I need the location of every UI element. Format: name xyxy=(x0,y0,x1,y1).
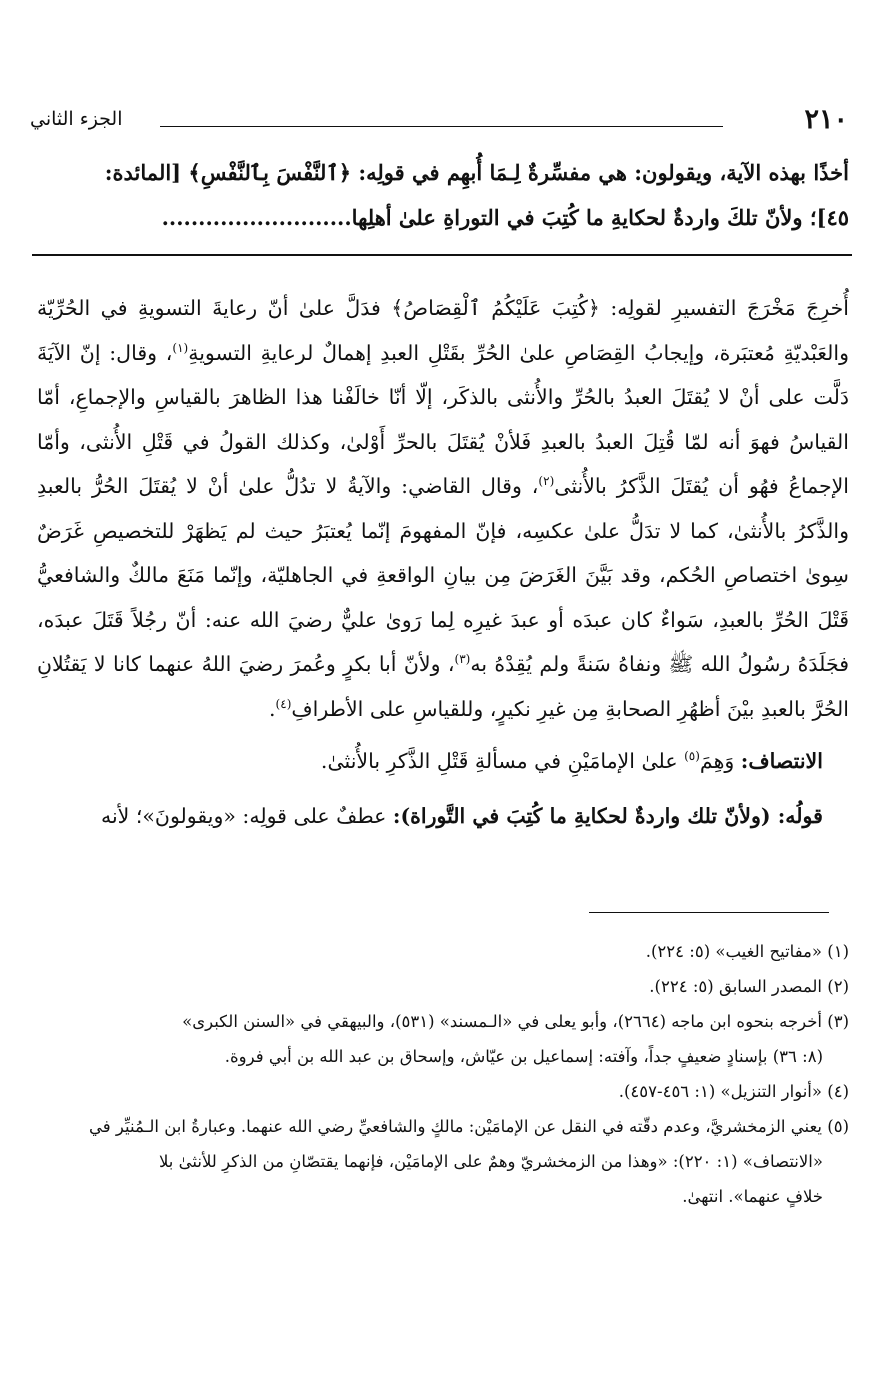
matn-line: أخذًا بهذه الآية، ويقولون: هي مفسِّرةٌ لِـمَا أُبهِم في قولِه: ﴿ٱلنَّفْسَ بِٱلنَّفْسِ﴾ [المائدة: xyxy=(104,160,849,185)
footnote-continuation: (٨: ٣٦) بإسنادٍ ضعيفٍ جداً، وآفته: إسماعيل بن عيّاش، وإسحاق بن عبد الله بن أبي فروة. xyxy=(224,1047,823,1066)
footnote-rule xyxy=(589,912,829,913)
text-run: عطفٌ على قولِه: «ويقولونَ»؛ لأنه xyxy=(100,803,393,828)
matn-text xyxy=(37,150,849,240)
commentary-body xyxy=(37,286,849,838)
text-run: علىٰ الإمامَيْنِ في مسألةِ قَتْلِ الذَّكرِ بالأُنثىٰ. xyxy=(320,749,685,773)
footnote-ref: (٣) xyxy=(454,652,471,667)
footnote: (٤) «أنوار التنزيل» (١: ٤٥٦-٤٥٧). xyxy=(618,1082,849,1101)
footnotes xyxy=(37,934,849,1214)
page-header xyxy=(30,104,848,144)
footnote: (٢) المصدر السابق (٥: ٢٢٤). xyxy=(649,977,849,996)
footnote: (٣) أخرجه بنحوه ابن ماجه (٢٦٦٤)، وأبو يعلى في «الـمسند» (٥٣١)، والبيهقي في «السنن الكبرى» xyxy=(182,1012,849,1031)
matn-separator xyxy=(32,254,852,256)
footnote-ref: (١) xyxy=(172,340,189,355)
text-run: أُخرِجَ مَخْرَجَ التفسيرِ لقولِه: ﴿كُتِبَ عَلَيْكُمُ ٱلْقِصَاصُ﴾ فدَلَّ علىٰ أنّ رعايةَ التسويةِ في الحُرِّيّة والعَبْديّةِ مُعتبَرة، وإيجابُ القِصَاصِ علىٰ الحُرِّ بقَتْلِ العبدِ إهمالٌ لرعايةِ التسويةِ xyxy=(37,296,850,365)
header-rule xyxy=(160,126,723,127)
matn-line: ٤٥]؛ ولأنّ تلكَ واردةٌ لحكايةِ ما كُتِبَ في التوراةِ علىٰ أهلِها.......................... xyxy=(161,205,849,230)
section-label: الانتصاف: xyxy=(740,749,823,773)
footnote-ref: (٤) xyxy=(275,696,292,711)
text-run: وَهِمَ xyxy=(699,749,741,773)
text-run: ، ولأنّ أبا بكرٍ وعُمرَ رضيَ اللهُ عنهما كانا لا يَقتُلانِ الحُرَّ بالعبدِ بيْنَ أظهُرِ الصحابةِ مِن غيرِ نكيرٍ، وللقياسِ على الأطرافِ xyxy=(37,652,849,721)
page-number: ٢١٠ xyxy=(804,104,848,135)
text-run: ، وقال: إنّ الآيَةَ دَلَّت على أنْ لا يُقتَلَ العبدُ بالحُرِّ والأُنثى بالذكَر، إلّا أنّا خالَفْنا هذا الظاهرَ بالقياسِ والإجماعِ، أمّا القياسُ فهوَ أنه لمّا قُتِلَ العبدُ بالعبدِ فَلأنْ يُقتَلَ بالحرِّ أَوْلىٰ، وكذلك القولُ في قَتْلِ الأُنثى، وأمّا الإجماعُ فهُو أن يُقتَلَ الذَّكرُ بالأُنثى xyxy=(37,340,850,498)
quote-label: قولُه: (ولأنّ تلك واردةٌ لحكايةِ ما كُتِبَ في التَّوراة): xyxy=(392,803,823,828)
volume-title: الجزء الثاني xyxy=(30,108,123,130)
footnote-continuation: «الانتصاف» (١: ٢٢٠): «وهذا من الزمخشريّ وهمٌ على الإمامَيْن، فإنهما يقتصّانِ من الذكرِ للأنثىٰ بلا xyxy=(158,1152,823,1171)
paragraph xyxy=(37,739,849,784)
paragraph xyxy=(37,286,849,731)
text-run: ، وقال القاضي: والآيةُ لا تدُلُّ علىٰ أنْ لا يُقتَلَ الحُرُّ بالعبدِ والذَّكرُ بالأُنثىٰ، كما لا تدَلُّ علىٰ عكسِه، فإنّ المفهومَ إنّما يُعتبَرُ حيث لم يَظهَرْ للتخصيصِ غَرَضٌ سِوىٰ اختصاصِ الحُكم، وقد بَيَّنَ الغَرَضَ مِن بيانِ الواقعةِ في الجاهليّة، وإنّما مَنَعَ مالكٌ والشافعيُّ قَتْلَ الحُرِّ بالعبدِ، سَواءٌ كان عبدَه أو عبدَ غيرِه لِما رَوىٰ عليٌّ رضيَ الله عنه: أنّ رجُلاً قَتَلَ عبدَه، فجَلَدَهُ رسُولُ الله ﷺ ونفاهُ سَنةً ولم يُقِدْهُ به xyxy=(37,474,850,676)
paragraph xyxy=(37,794,849,839)
footnote: (١) «مفاتيح الغيب» (٥: ٢٢٤). xyxy=(645,942,849,961)
footnote-continuation: خلافٍ عنهما». انتهىٰ. xyxy=(682,1187,823,1206)
footnote: (٥) يعني الزمخشريَّ، وعدم دقّته في النقل عن الإمامَيْن: مالكٍ والشافعيِّ رضي الله عنهما. وعبارةُ ابن الـمُنيِّر في xyxy=(89,1117,849,1136)
text-run: . xyxy=(269,696,276,721)
footnote-ref: (٥) xyxy=(684,749,700,764)
footnote-ref: (٢) xyxy=(538,474,555,489)
